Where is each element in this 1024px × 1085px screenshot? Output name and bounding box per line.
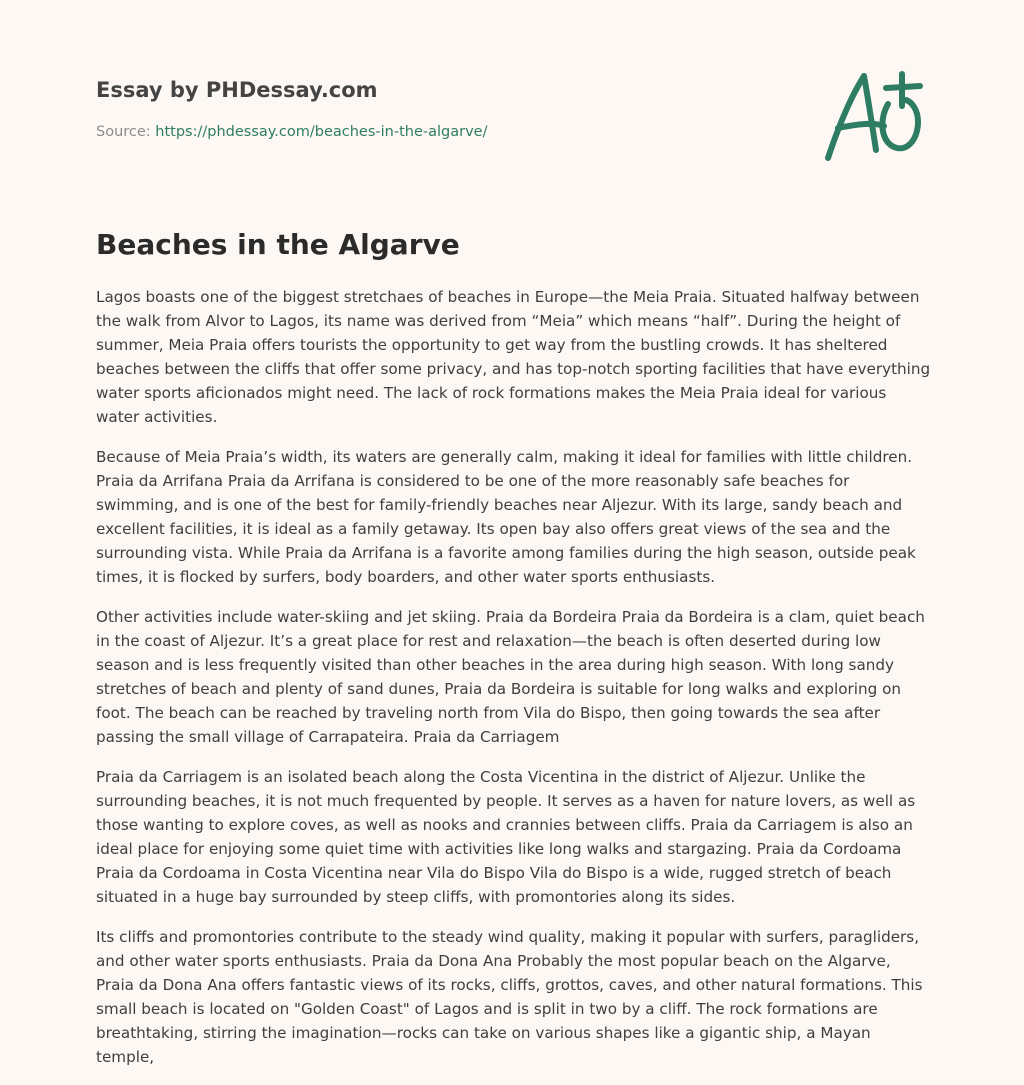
a-plus-logo-icon [818,66,928,166]
paragraph: Because of Meia Praia’s width, its waters are generally calm, making it ideal for families with little children. Praia da Arrifana Praia da Arrifana is considered to be one of the more reasonably safe beaches for swimming, and is one of the best for family-friendly beaches near Aljezur. With its large, sandy beach and excellent facilities, it is ideal as a family getaway. Its open bay also offers great views of the sea and the surrounding vista. While Praia da Arrifana is a favorite among families during the high season, outside peak times, it is flocked by surfers, body boarders, and other water sports enthusiasts. [96,448,916,586]
site-brand: Essay by PHDessay.com [96,78,378,102]
paragraph: Other activities include water-skiing and jet skiing. Praia da Bordeira Praia da Bordeira is a clam, quiet beach in the coast of Aljezur. It’s a great place for rest and relaxation—the beach is often deserted during low season and is less frequently visited than other beaches in the area during high season. With long sandy stretches of beach and plenty of sand dunes, Praia da Bordeira is suitable for long walks and exploring on foot. The beach can be reached by traveling north from Vila do Bispo, then going towards the sea after passing the small village of Carrapateira. Praia da Carriagem [96,608,925,746]
source-label: Source: [96,124,151,140]
article-body [96,285,932,1085]
source-link[interactable]: https://phdessay.com/beaches-in-the-algarve/ [155,124,488,140]
paragraph: Lagos boasts one of the biggest stretchaes of beaches in Europe—the Meia Praia. Situated halfway between the walk from Alvor to Lagos, its name was derived from “Meia” which means “half”. During the height of summer, Meia Praia offers tourists the opportunity to get way from the bustling crowds. It has sheltered beaches between the cliffs that offer some privacy, and has top-notch sporting facilities that have everything water sports aficionados might need. The lack of rock formations makes the Meia Praia ideal for various water activities. [96,288,931,426]
article-title: Beaches in the Algarve [96,228,460,261]
source-line [96,122,696,142]
page-header [96,76,696,142]
paragraph: Praia da Carriagem is an isolated beach along the Costa Vicentina in the district of Aljezur. Unlike the surrounding beaches, it is not much frequented by people. It serves as a haven for nature lovers, as well as those wanting to explore coves, as well as nooks and crannies between cliffs. Praia da Carriagem is also an ideal place for enjoying some quiet time with activities like long walks and stargazing. Praia da Cordoama Praia da Cordoama in Costa Vicentina near Vila do Bispo Vila do Bispo is a wide, rugged stretch of beach situated in a huge bay surrounded by steep cliffs, with promontories along its sides. [96,768,916,906]
paragraph: Its cliffs and promontories contribute to the steady wind quality, making it popular with surfers, paragliders, and other water sports enthusiasts. Praia da Dona Ana Probably the most popular beach on the Algarve, Praia da Dona Ana offers fantastic views of its rocks, cliffs, grottos, caves, and other natural formations. This small beach is located on "Golden Coast" of Lagos and is split in two by a cliff. The rock formations are breathtaking, stirring the imagination—rocks can take on various shapes like a gigantic ship, a Mayan temple, [96,928,923,1066]
